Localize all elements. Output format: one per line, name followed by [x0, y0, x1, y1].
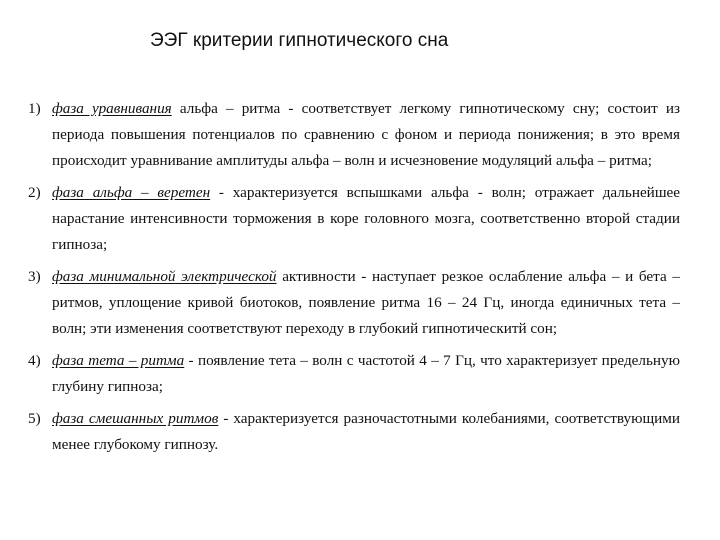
- item-text: альфа – ритма - соответствует легкому гипнотическому сну; состоит из периода повышения потенциалов по сравнению с фоном и периода понижения; в это время происходит уравнивание амплитуды альфа – волн и исчезновение модуляций альфа – ритма;: [52, 100, 680, 169]
- list-item: [28, 264, 680, 342]
- item-text: - появление тета – волн с частотой 4 – 7 Гц, что характеризует предельную глубину гипноза;: [52, 352, 680, 395]
- item-number: 2): [28, 184, 41, 201]
- item-number: 4): [28, 352, 41, 369]
- item-text: - характеризуется вспышками альфа - волн; отражает дальнейшее нарастание интенсивности торможения в коре головного мозга, соответственно второй стадии гипноза;: [52, 184, 680, 253]
- item-term: фаза тета – ритма: [52, 352, 185, 369]
- item-term: фаза уравнивания: [52, 100, 172, 117]
- item-term: фаза минимальной электрической: [52, 268, 277, 285]
- item-text: - характеризуется разночастотными колебаниями, соответствующими менее глубокому гипнозу.: [52, 410, 681, 453]
- item-text: активности - наступает резкое ослабление альфа – и бета – ритмов, уплощение кривой биотоков, появление ритма 16 – 24 Гц, иногда единичных тета – волн; эти изменения соответствуют переходу в глубокий гипнотическитй сон;: [52, 268, 680, 337]
- item-number: 3): [28, 268, 41, 285]
- item-term: фаза альфа – веретен: [52, 184, 211, 201]
- list-item: [28, 180, 680, 258]
- criteria-list: [28, 96, 680, 464]
- item-term: фаза смешанных ритмов: [52, 410, 219, 427]
- list-item: [28, 96, 680, 174]
- item-number: 1): [28, 100, 41, 117]
- item-number: 5): [28, 410, 41, 427]
- page-title: ЭЭГ критерии гипнотического сна: [150, 30, 449, 51]
- list-item: [28, 406, 680, 458]
- list-item: [28, 348, 680, 400]
